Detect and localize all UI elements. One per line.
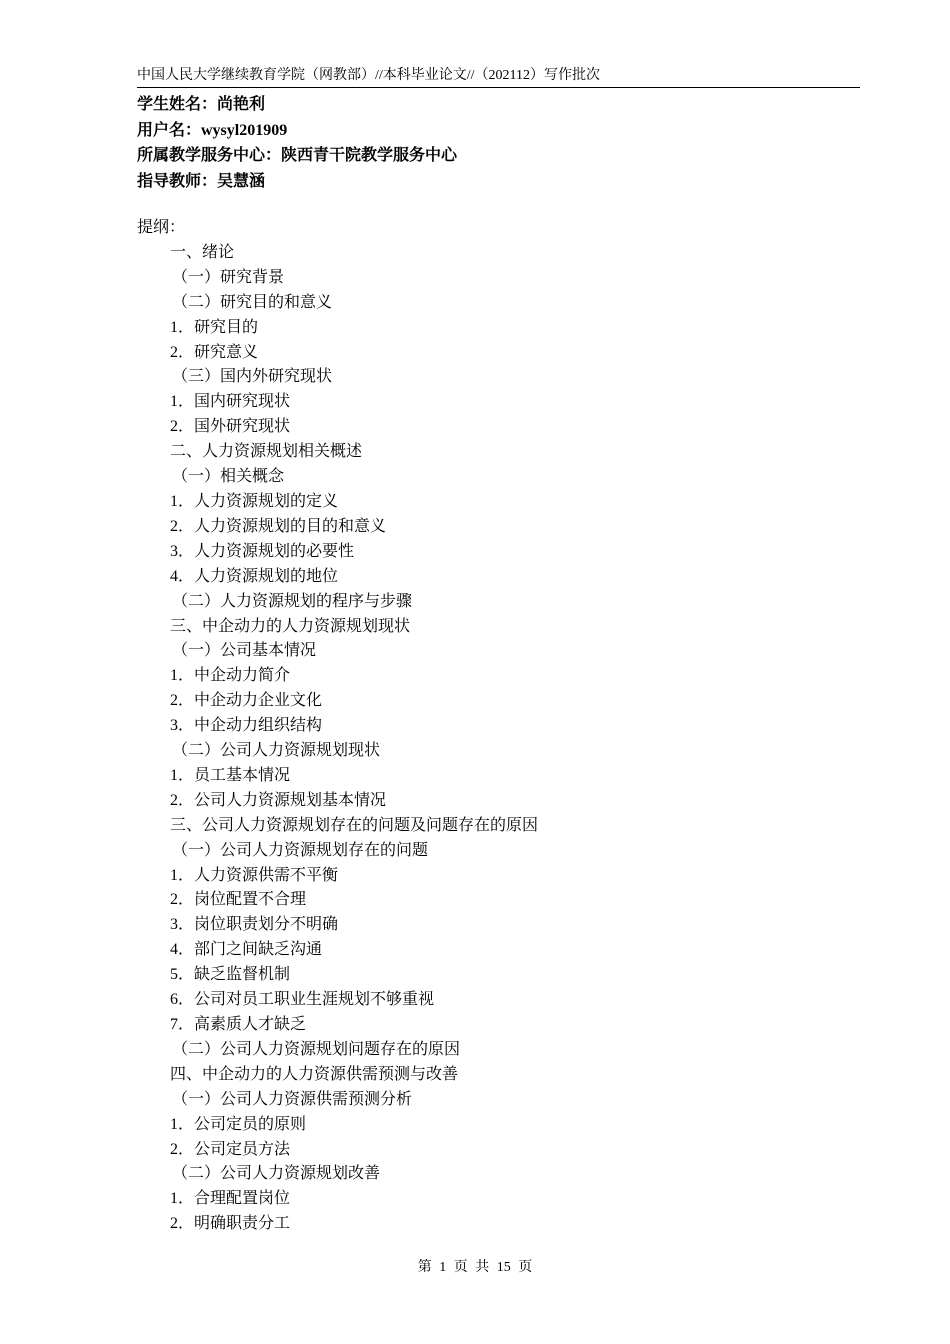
outline-section [137, 216, 857, 1237]
outline-subsection: 1．研究目的 [170, 318, 259, 336]
outline-section-heading: （一）公司人力资源规划存在的问题 [172, 841, 429, 859]
outline-chapter: 二、人力资源规划相关概述 [170, 443, 363, 461]
outline-section-heading: （二）人力资源规划的程序与步骤 [172, 592, 413, 610]
outline-subsection: 1．公司定员的原则 [170, 1115, 307, 1133]
outline-section-heading: （二）公司人力资源规划问题存在的原因 [172, 1040, 461, 1058]
outline-subsection: 2．中企动力企业文化 [170, 692, 323, 710]
outline-subsection: 1．人力资源规划的定义 [170, 492, 339, 510]
outline-chapter: 一、绪论 [170, 243, 235, 261]
outline-section-heading: （一）相关概念 [172, 468, 285, 486]
outline-subsection: 7．高素质人才缺乏 [170, 1016, 307, 1033]
outline-subsection: 3．中企动力组织结构 [170, 717, 323, 735]
outline-chapter: 三、中企动力的人力资源规划现状 [170, 617, 411, 635]
outline-section-heading: （二）公司人力资源规划改善 [172, 1165, 381, 1183]
outline-subsection: 1．人力资源供需不平衡 [170, 866, 339, 884]
page-header: 中国人民大学继续教育学院（网教部）//本科毕业论文//（202112）写作批次 [137, 68, 601, 83]
student-name: 学生姓名：尚艳利 [137, 96, 266, 113]
service-center: 所属教学服务中心：陕西青干院教学服务中心 [137, 147, 458, 164]
outline-section-heading: （一）公司基本情况 [172, 642, 317, 660]
outline-title: 提纲： [137, 219, 186, 236]
outline-subsection: 3．人力资源规划的必要性 [170, 542, 355, 560]
outline-subsection: 3．岗位职责划分不明确 [170, 916, 339, 934]
outline-section-heading: （二）研究目的和意义 [172, 293, 333, 311]
student-info [137, 92, 857, 194]
outline-subsection: 2．国外研究现状 [170, 418, 291, 436]
header-divider [137, 87, 860, 88]
outline-section-heading: （一）公司人力资源供需预测分析 [172, 1090, 413, 1108]
outline-subsection: 1．中企动力简介 [170, 667, 291, 685]
outline-subsection: 1．员工基本情况 [170, 766, 291, 784]
outline-subsection: 1．国内研究现状 [170, 393, 291, 411]
outline-subsection: 2．明确职责分工 [170, 1215, 291, 1233]
outline-subsection: 5．缺乏监督机制 [170, 966, 291, 984]
outline-list [137, 241, 857, 1237]
advisor: 指导教师：吴慧涵 [137, 172, 266, 190]
outline-chapter: 三、公司人力资源规划存在的问题及问题存在的原因 [170, 816, 539, 834]
outline-subsection: 4．部门之间缺乏沟通 [170, 941, 323, 959]
outline-subsection: 2．公司定员方法 [170, 1140, 291, 1158]
page-footer: 第 1 页 共 15 页 [417, 1260, 533, 1275]
outline-subsection: 2．公司人力资源规划基本情况 [170, 791, 387, 809]
outline-subsection: 1．合理配置岗位 [170, 1190, 291, 1208]
outline-subsection: 4．人力资源规划的地位 [170, 567, 339, 585]
outline-subsection: 2．研究意义 [170, 343, 259, 361]
outline-section-heading: （三）国内外研究现状 [172, 368, 333, 386]
outline-subsection: 6．公司对员工职业生涯规划不够重视 [170, 991, 435, 1009]
outline-section-heading: （一）研究背景 [172, 268, 285, 286]
outline-subsection: 2．岗位配置不合理 [170, 891, 307, 909]
outline-subsection: 2．人力资源规划的目的和意义 [170, 517, 387, 535]
outline-section-heading: （二）公司人力资源规划现状 [172, 742, 381, 760]
outline-chapter: 四、中企动力的人力资源供需预测与改善 [170, 1065, 459, 1083]
username: 用户名：wysyl201909 [137, 121, 288, 139]
